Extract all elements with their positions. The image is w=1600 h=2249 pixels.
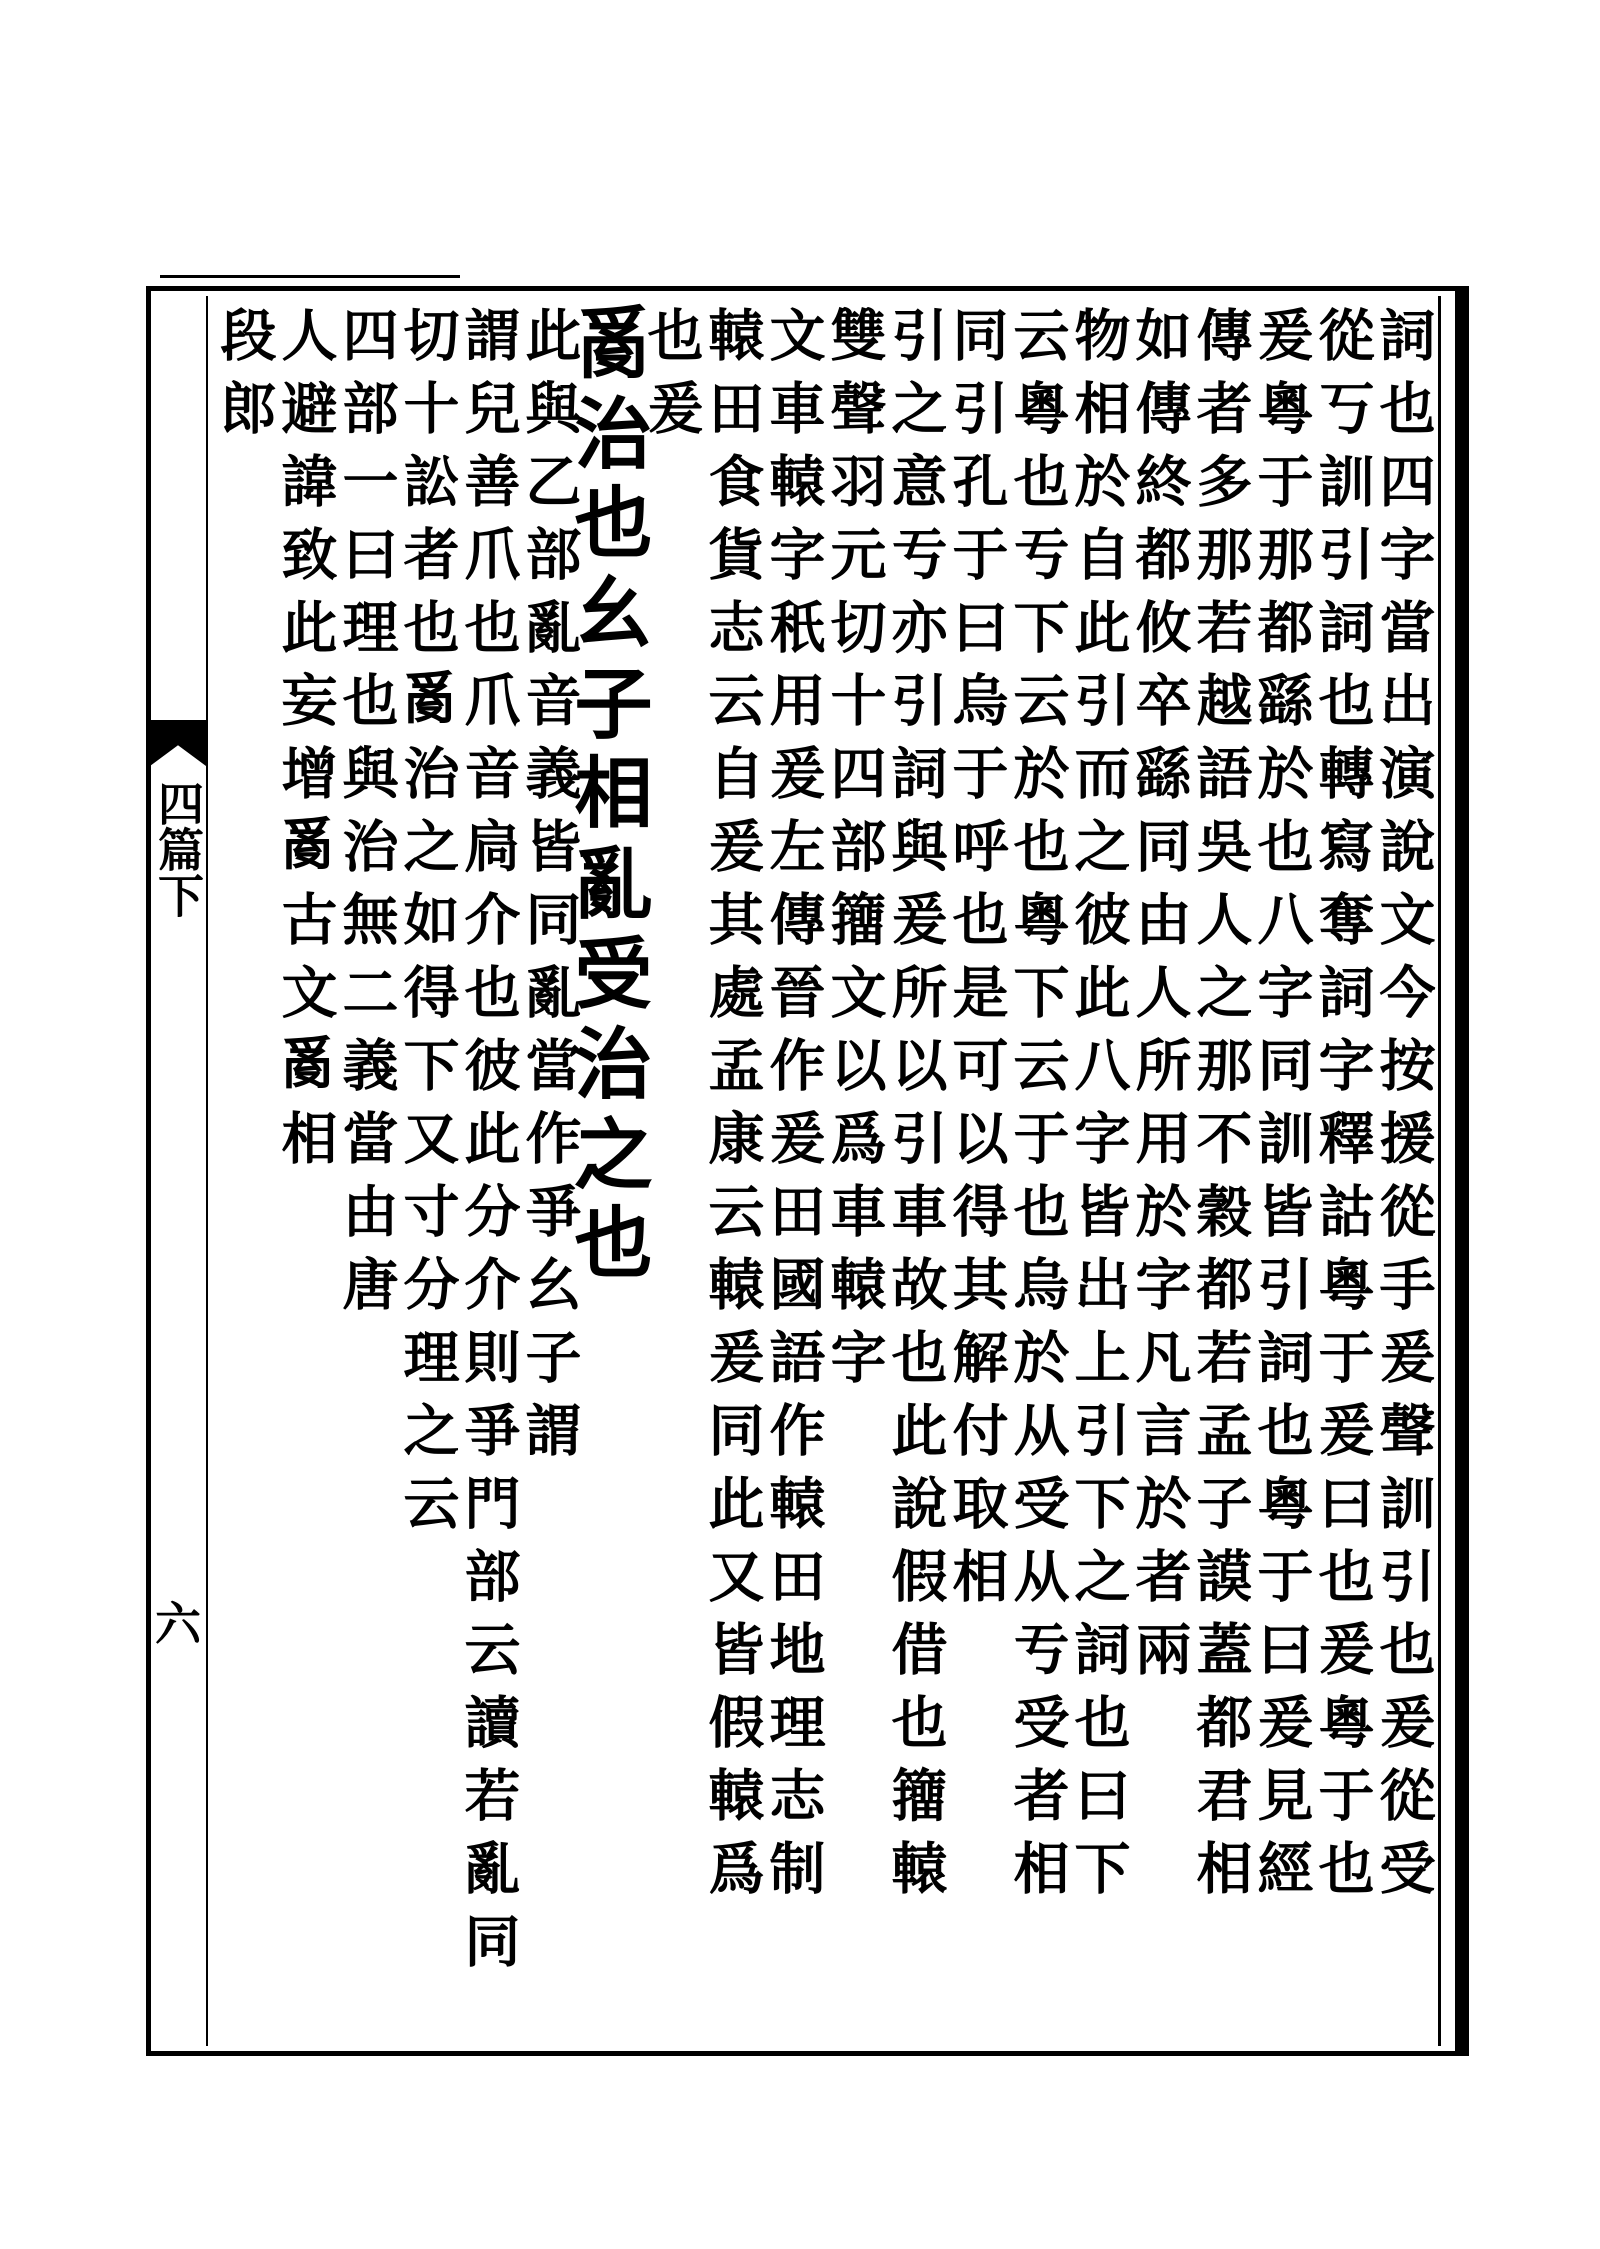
column-text: 物相於自此引而之彼此八字皆出上引下之詞也曰下	[1065, 306, 1132, 1912]
gutter-strip	[150, 296, 206, 2046]
column-text: 詞也四字當出演說文今按援從手爰聲訓引也爰從受	[1370, 306, 1437, 1912]
column-text: 轅田食貨志云自爰其處孟康云轅爰同此又皆假轅爲	[699, 306, 766, 1912]
text-column	[272, 300, 339, 2040]
column-text: 四部一曰理也與治無二義當由唐	[333, 306, 400, 1328]
column-text: 云粵也亐下云於也粵下云于也烏於从受从亐受者相	[1004, 306, 1071, 1912]
top-rule	[160, 275, 460, 278]
column-text: 段郎	[211, 306, 278, 452]
text-column	[699, 300, 766, 2040]
column-text: 𤔔治也幺子相亂受治之也	[565, 306, 657, 1296]
column-text: 人避諱致此妄增𤔔古文𤔔相	[272, 306, 339, 1182]
column-text: 爰粵于那都繇於也八字同訓皆引詞也粵于曰爰見經	[1248, 306, 1315, 1912]
column-text: 從丂訓引詞也轉寫奪詞字釋詁粵于爰曰也爰粵于也	[1309, 306, 1376, 1912]
column-text: 傳者多那若越語吳人之那不穀都若孟子謨蓋都君相	[1187, 306, 1254, 1912]
gutter-rule	[206, 296, 208, 2046]
column-text: 引之意亐亦引詞與爰所以引車故也此說假借也籒轅	[882, 306, 949, 1912]
column-text: 文車轅字秖用爰左傳晉作爰田國語作轅田地理志制	[760, 306, 827, 1912]
column-text: 雙聲羽元切十四部籒文以爲車轅字	[821, 306, 888, 1401]
column-text: 如傳終都攸卒繇同由人所用於字凡言於者兩	[1126, 306, 1193, 1693]
column-text: 切十訟者也𤔔治之如得下又寸分理之云	[394, 306, 461, 1547]
chapter-label: 四篇下	[151, 780, 205, 918]
text-block	[211, 300, 1437, 2040]
column-text: 也爰	[638, 306, 705, 452]
text-column	[211, 300, 278, 2040]
outer-right-border	[1455, 286, 1469, 2056]
column-text: 此與乙部亂音義皆同亂當作爭幺子謂	[516, 306, 583, 1474]
column-text: 同引孔于曰烏于呼也是可以得其解付取相	[943, 306, 1010, 1620]
column-text: 謂兒善爪也爪音扃介也彼此分介則爭門部云讀若亂同	[455, 306, 522, 1985]
page-number: 六	[155, 1597, 201, 1651]
